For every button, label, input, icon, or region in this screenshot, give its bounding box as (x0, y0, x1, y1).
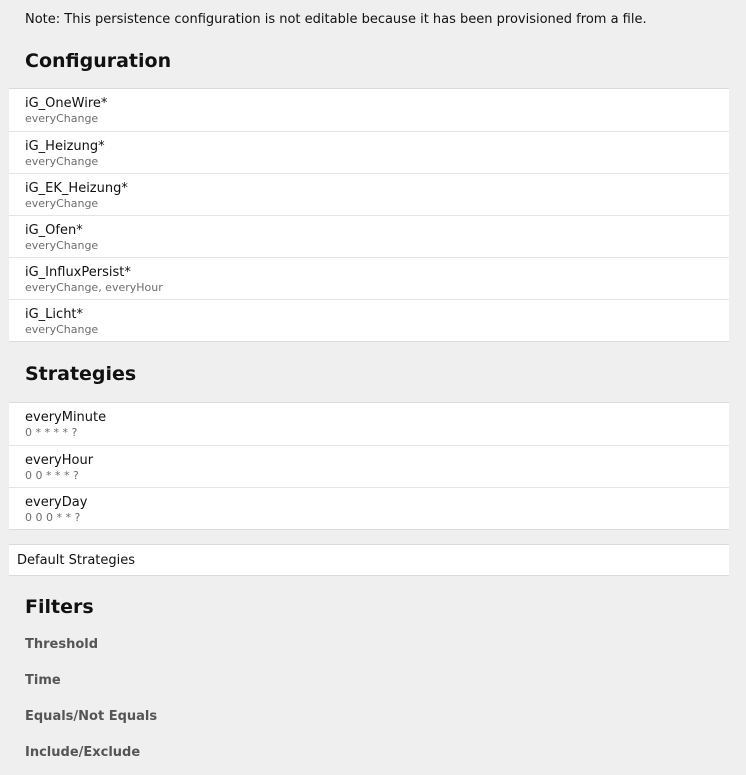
configuration-item[interactable] (9, 131, 729, 173)
strategy-name: everyDay (25, 495, 88, 510)
filter-time[interactable]: Time (25, 673, 61, 688)
item-name: iG_Heizung* (25, 139, 105, 154)
filter-equals-not-equals[interactable]: Equals/Not Equals (25, 709, 158, 724)
item-strategies: everyChange (25, 323, 99, 336)
item-strategies: everyChange, everyHour (25, 281, 163, 294)
strategy-item[interactable] (9, 403, 729, 445)
strategies-list (9, 402, 729, 530)
configuration-item[interactable] (9, 89, 729, 131)
strategy-cron: 0 0 * * * ? (25, 469, 79, 482)
configuration-list (9, 88, 729, 342)
item-strategies: everyChange (25, 239, 99, 252)
strategy-item[interactable] (9, 445, 729, 487)
item-name: iG_EK_Heizung* (25, 181, 128, 196)
item-name: iG_InfluxPersist* (25, 265, 131, 280)
strategy-name: everyMinute (25, 410, 107, 425)
strategy-cron: 0 * * * * ? (25, 426, 78, 439)
filters-title: Filters (25, 596, 94, 618)
configuration-item[interactable] (9, 215, 729, 257)
strategies-title: Strategies (25, 363, 137, 385)
filter-include-exclude[interactable]: Include/Exclude (25, 745, 141, 760)
provisioned-note: Note: This persistence configuration is not editable because it has been provisioned from a file. (25, 12, 647, 27)
configuration-title: Configuration (25, 50, 172, 72)
configuration-item[interactable] (9, 173, 729, 215)
item-strategies: everyChange (25, 155, 99, 168)
strategy-cron: 0 0 0 * * ? (25, 511, 81, 524)
item-name: iG_OneWire* (25, 96, 108, 111)
item-name: iG_Ofen* (25, 223, 83, 238)
strategy-name: everyHour (25, 453, 94, 468)
item-strategies: everyChange (25, 197, 99, 210)
item-strategies: everyChange (25, 112, 99, 125)
configuration-item[interactable] (9, 257, 729, 299)
configuration-item[interactable] (9, 299, 729, 341)
item-name: iG_Licht* (25, 307, 84, 322)
filter-threshold[interactable]: Threshold (25, 637, 99, 652)
strategy-item[interactable] (9, 487, 729, 529)
default-strategies-item[interactable]: Default Strategies (9, 544, 729, 576)
